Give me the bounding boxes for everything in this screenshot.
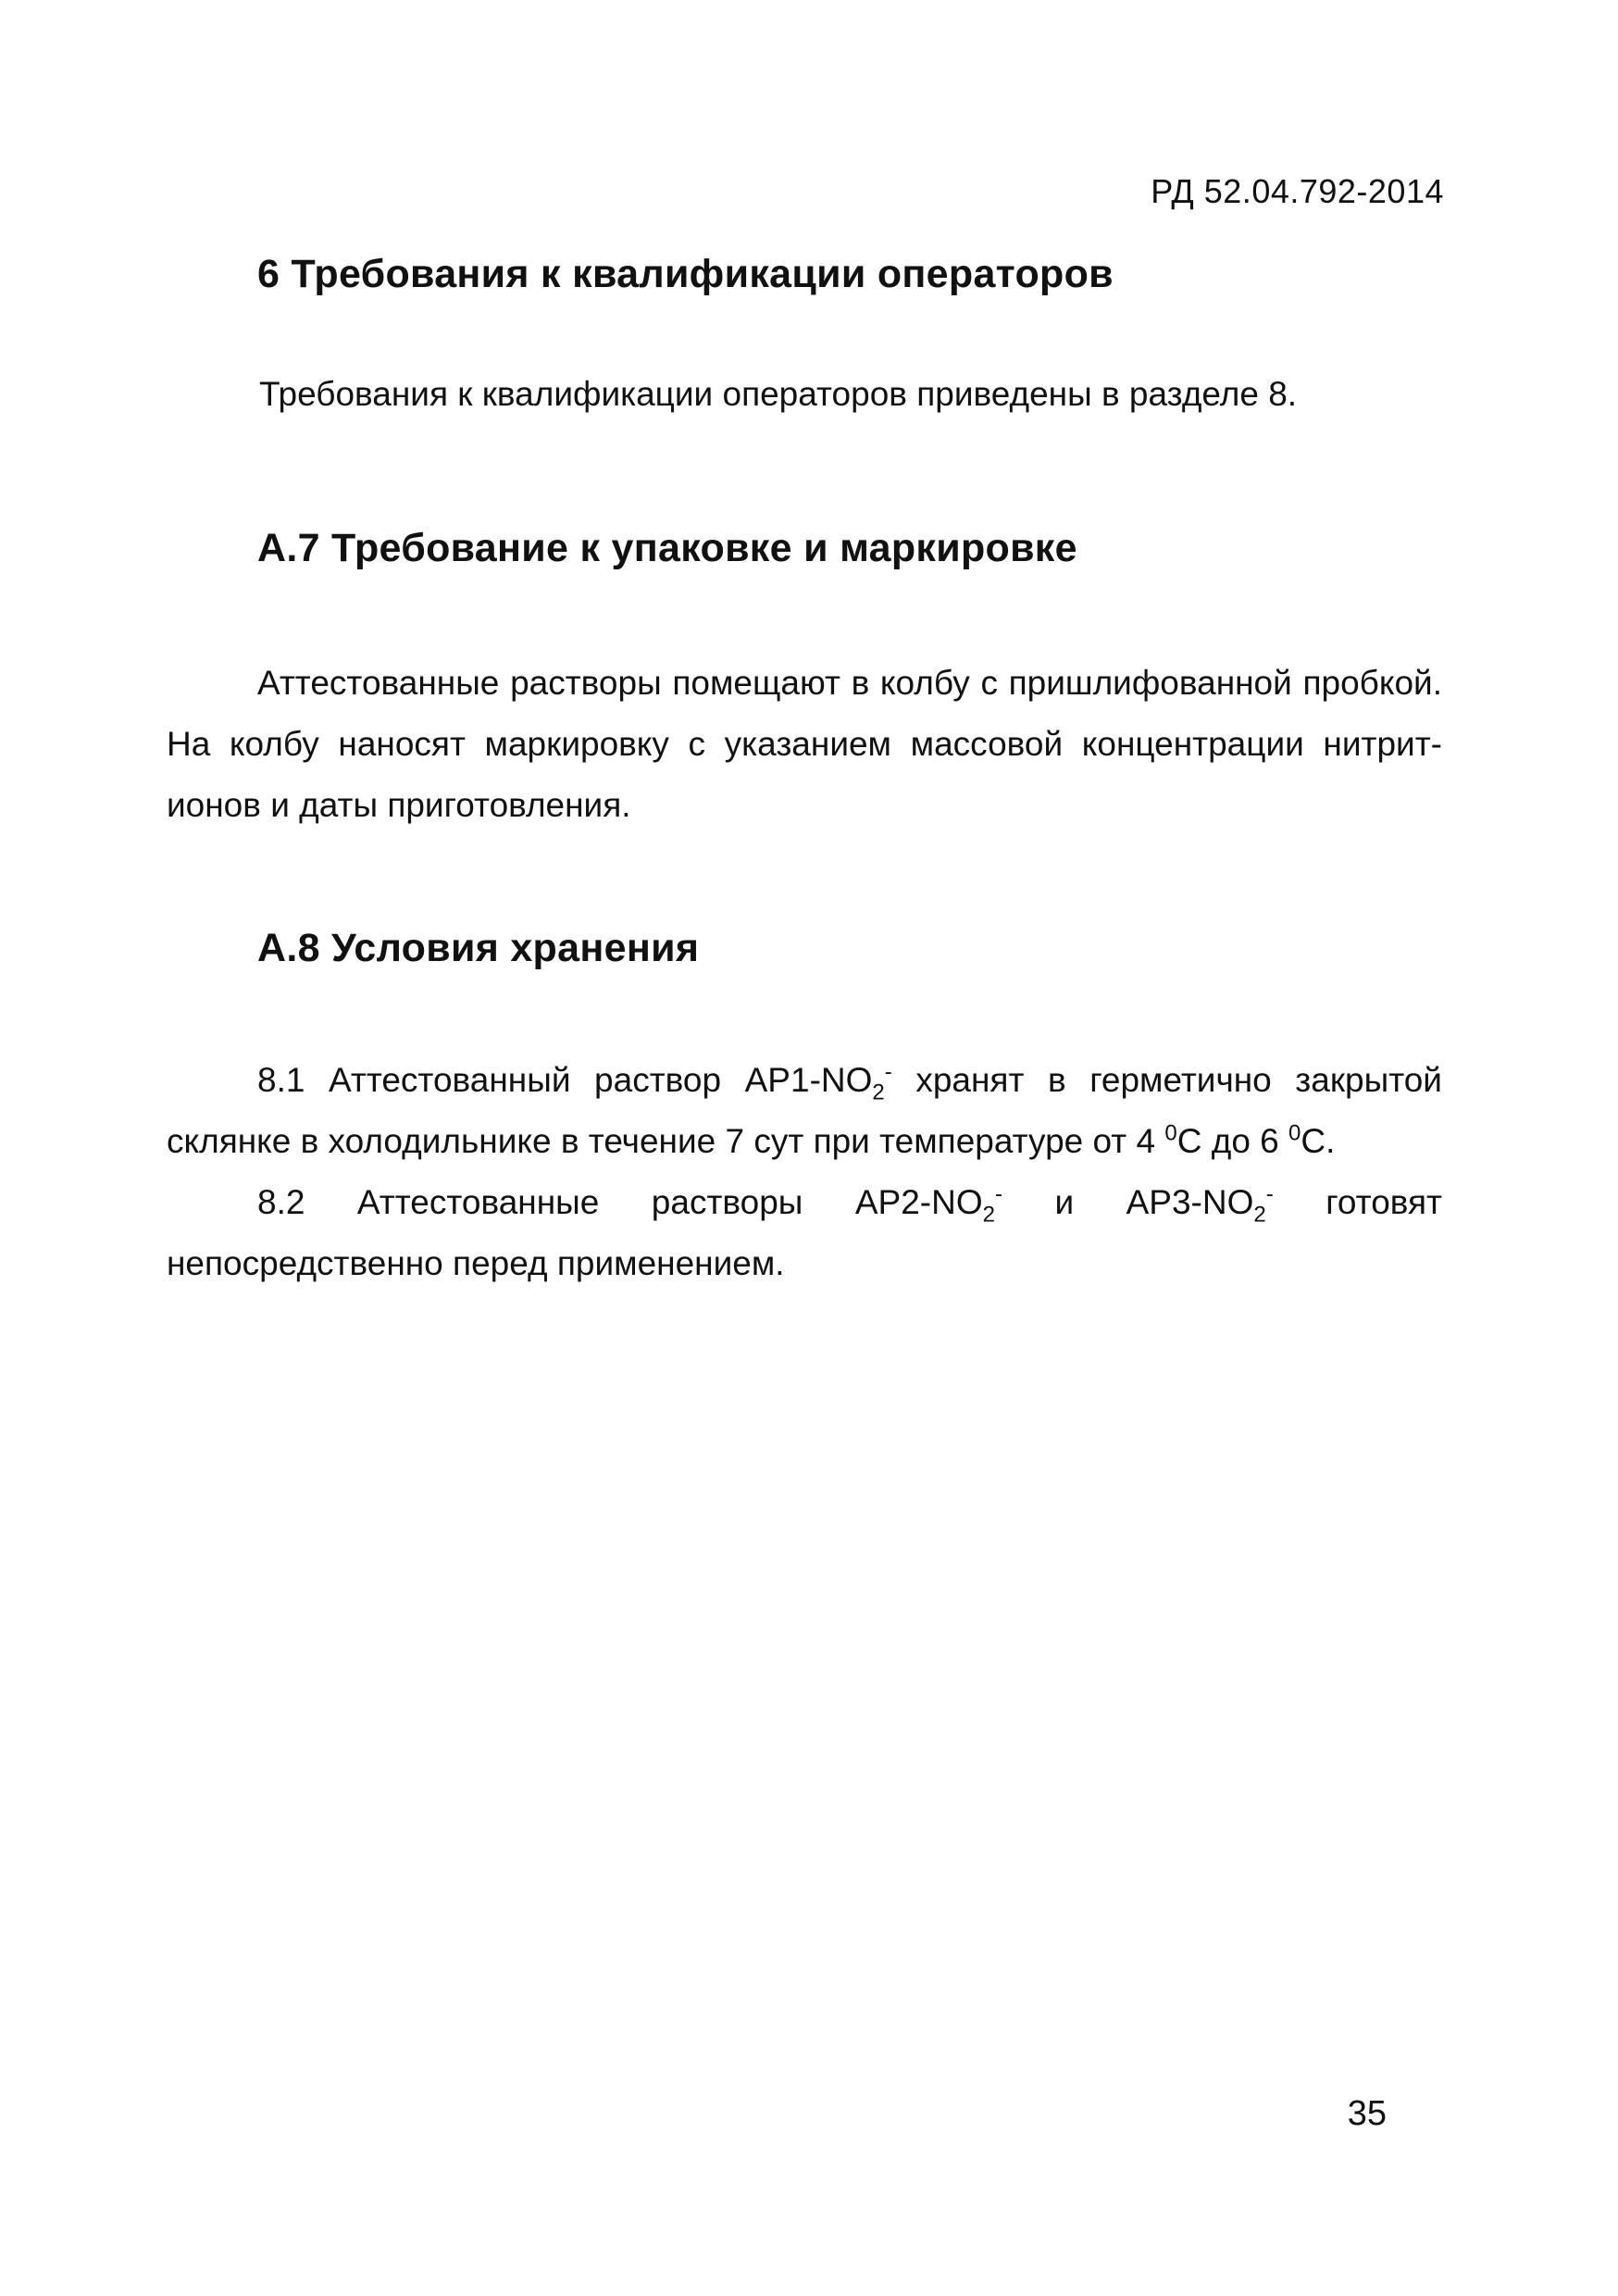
section-6-text: Требования к квалификации операторов приведены в разделе 8. <box>259 375 1298 413</box>
section-a7-paragraph <box>167 653 1442 836</box>
section-6-heading: 6 Требования к квалификации операторов <box>257 252 1114 296</box>
section-a7-heading: А.7 Требование к упаковке и маркировке <box>257 526 1077 570</box>
section-a7-text: Аттестованные растворы помещают в колбу с пришлифованной пробкой. На колбу наносят маркировку с указанием массовой концентрации нитрит-ионов и даты приготовления. <box>167 664 1442 824</box>
section-a8-heading: А.8 Условия хранения <box>257 926 700 970</box>
section-a8-paragraph-2: 8.2 Аттестованные растворы $АР2-NO_2^-$ и $АР3-NO_2^-$ готовят непосредственно перед применением. <box>167 1181 1442 1282</box>
section-a8-paragraph-1: 8.1 Аттестованный раствор $АР1-NO_2^-$ хранят в герметично закрытой склянке в холодильнике в течение 7 сут при температуре от 4 $^0$С до 6 $^0$С. <box>167 1059 1442 1160</box>
document-code: РД 52.04.792-2014 <box>1151 172 1444 210</box>
page-number: 35 <box>1347 2094 1387 2133</box>
